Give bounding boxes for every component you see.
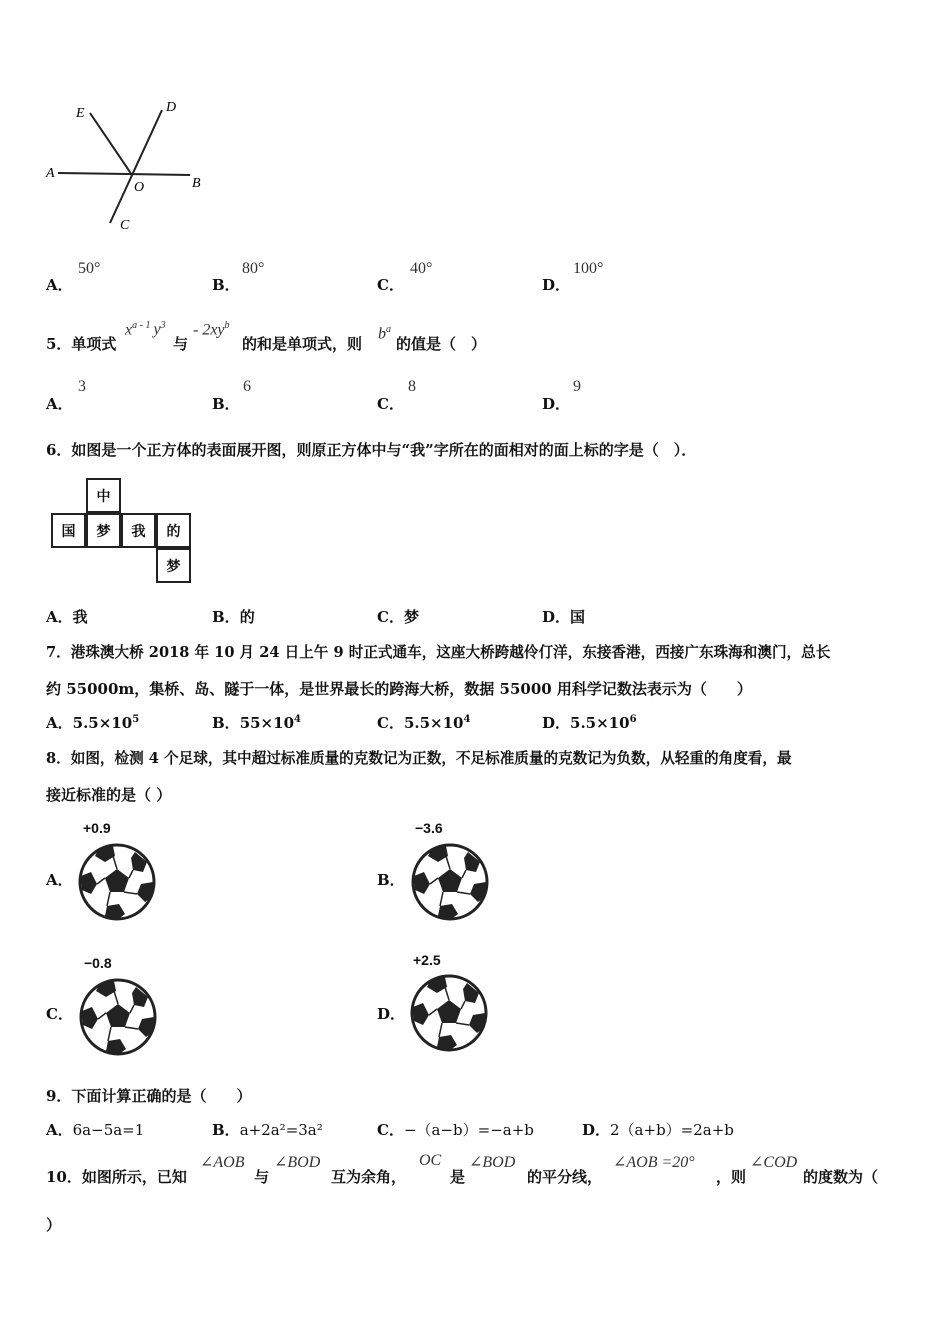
q10-part6: ，则 <box>716 1168 747 1186</box>
label-E: E <box>76 106 85 121</box>
q7-question-line1: 7．港珠澳大桥 2018 年 10 月 24 日上午 9 时正式通车，这座大桥跨越伶仃洋，东接香港，西接广东珠海和澳门，总长 <box>46 644 831 661</box>
term1-yexp: 3 <box>160 320 166 331</box>
term2-exp: b <box>224 320 230 331</box>
line-AB <box>58 173 190 175</box>
q8-option-a[interactable]: A． <box>46 871 73 889</box>
net-cell-meng-2: 梦 <box>156 548 191 583</box>
q8-option-b[interactable]: B． <box>377 871 405 889</box>
option-exp: 5 <box>132 714 140 725</box>
q4-option-c-value: 40° <box>410 260 433 277</box>
option-letter: A． <box>46 608 73 626</box>
q5-term1 <box>125 320 166 339</box>
q8-option-d[interactable]: D． <box>377 1005 406 1023</box>
option-value: 5.5×10 <box>570 714 630 732</box>
q8-option-c-value: −0.8 <box>84 955 112 971</box>
q10-math6: ∠COD <box>750 1154 798 1171</box>
option-value: 5.5×10 <box>403 714 464 732</box>
term1-exp: a - 1 <box>132 320 151 331</box>
q4-option-b-value: 80° <box>242 260 265 277</box>
b-exp: a <box>386 324 391 335</box>
option-letter: A． <box>46 276 73 294</box>
soccer-ball-a <box>77 842 157 922</box>
line-EO <box>90 113 132 175</box>
option-letter: B． <box>212 608 240 626</box>
option-letter: B． <box>212 276 240 294</box>
q7-option-c[interactable] <box>377 712 470 733</box>
net-cell-wo: 我 <box>121 513 156 548</box>
label-O: O <box>134 180 145 195</box>
q4-option-b[interactable] <box>212 274 240 295</box>
option-exp: 4 <box>294 714 301 725</box>
q6-option-a[interactable] <box>46 606 88 627</box>
q5-option-c-value: 8 <box>408 378 416 395</box>
q6-option-d[interactable] <box>542 606 585 627</box>
option-letter: C． <box>377 608 404 626</box>
q9-option-c[interactable] <box>377 1119 534 1140</box>
q10-part5: 的平分线， <box>527 1168 603 1186</box>
q4-option-d[interactable] <box>542 274 570 295</box>
q7-option-a[interactable] <box>46 712 139 733</box>
label-D: D <box>166 100 177 115</box>
q9-option-b[interactable] <box>212 1119 323 1140</box>
q4-option-d-value: 100° <box>573 260 604 277</box>
q8-option-c[interactable]: C． <box>46 1005 73 1023</box>
q4-option-a-value: 50° <box>78 260 101 277</box>
option-exp: 4 <box>463 714 471 725</box>
q4-option-a[interactable] <box>46 274 73 295</box>
q5-option-a[interactable]: A． <box>46 395 73 413</box>
q8-option-b-value: −3.6 <box>415 820 443 836</box>
net-cell-zhong: 中 <box>86 478 121 513</box>
option-value: 的 <box>239 608 255 626</box>
q7-option-d[interactable] <box>542 712 637 733</box>
option-letter: B． <box>212 714 240 732</box>
option-letter: C． <box>377 714 404 732</box>
q9-option-d[interactable] <box>582 1119 734 1140</box>
q10-part7: 的度数为（ <box>803 1168 879 1186</box>
option-letter: D． <box>542 714 571 732</box>
q10-math3: OC <box>419 1152 442 1169</box>
q9-option-a[interactable] <box>46 1119 144 1140</box>
label-A: A <box>46 166 55 181</box>
q5-suffix: 的值是（ ） <box>396 335 487 353</box>
q4-option-c[interactable] <box>377 274 404 295</box>
net-cell-de: 的 <box>156 513 191 548</box>
term1-base: x <box>125 321 133 339</box>
option-value: a+2a²=3a² <box>239 1121 323 1139</box>
q5-option-d[interactable]: D． <box>542 395 571 413</box>
option-letter: D． <box>582 1121 611 1139</box>
option-value: 梦 <box>403 608 419 626</box>
soccer-ball-b <box>410 842 490 922</box>
q5-option-b-value: 6 <box>243 378 251 395</box>
q8-option-d-value: +2.5 <box>413 952 441 968</box>
q5-option-d-value: 9 <box>573 378 581 395</box>
term2: - 2xy <box>193 321 225 339</box>
q5-b-power <box>378 324 391 343</box>
q5-prefix: 5．单项式 <box>46 335 117 353</box>
q10-part2: 与 <box>254 1168 270 1186</box>
option-letter: D． <box>542 608 571 626</box>
option-letter: A． <box>46 714 73 732</box>
q6-option-c[interactable] <box>377 606 419 627</box>
option-value: 国 <box>570 608 586 626</box>
q7-option-b[interactable] <box>212 712 301 733</box>
net-cell-guo: 国 <box>51 513 86 548</box>
option-letter: B． <box>212 1121 240 1139</box>
q10-part4: 是 <box>450 1168 466 1186</box>
option-exp: 6 <box>629 714 637 725</box>
option-value: 2（a+b）=2a+b <box>610 1121 734 1139</box>
q8-option-a-value: +0.9 <box>83 820 111 836</box>
option-letter: D． <box>542 276 571 294</box>
angle-figure <box>40 95 220 235</box>
option-value: 55×10 <box>239 714 295 732</box>
q5-mid: 与 <box>173 335 189 353</box>
cube-net <box>50 478 200 588</box>
q5-term2 <box>193 320 230 339</box>
label-C: C <box>120 218 130 233</box>
option-value: 5.5×10 <box>72 714 133 732</box>
q6-question: 6．如图是一个正方体的表面展开图，则原正方体中与“我”字所在的面相对的面上标的字是（ ）． <box>46 441 697 459</box>
line-DC <box>110 110 162 223</box>
soccer-ball-d <box>409 973 489 1053</box>
option-letter: C． <box>377 276 404 294</box>
q5-option-c[interactable]: C． <box>377 395 404 413</box>
q5-text2: 的和是单项式，则 <box>242 335 363 353</box>
b-base: b <box>378 325 386 343</box>
q5-option-b[interactable]: B． <box>212 395 240 413</box>
q10-line2: ） <box>46 1216 62 1234</box>
q10-math1: ∠AOB <box>200 1154 245 1171</box>
q9-question: 9．下面计算正确的是（ ） <box>46 1087 252 1105</box>
label-B: B <box>192 176 201 191</box>
option-value: 6a−5a=1 <box>72 1121 145 1139</box>
option-value: 我 <box>72 608 88 626</box>
q10-math2: ∠BOD <box>274 1154 321 1171</box>
q8-question-line1: 8．如图，检测 4 个足球，其中超过标准质量的克数记为正数，不足标准质量的克数记为负数，从轻重的角度看，最 <box>46 750 792 767</box>
q10-part1: 10．如图所示，已知 <box>46 1168 187 1186</box>
q7-question-line2: 约 55000m，集桥、岛、隧于一体，是世界最长的跨海大桥，数据 55000 用科学记数法表示为（ ） <box>46 680 752 698</box>
soccer-ball-c <box>78 977 158 1057</box>
q5-option-a-value: 3 <box>78 378 86 395</box>
q6-option-b[interactable] <box>212 606 255 627</box>
option-letter: A． <box>46 1121 73 1139</box>
term1-y: y <box>153 321 161 339</box>
q10-part3: 互为余角， <box>331 1168 407 1186</box>
q10-math4: ∠BOD <box>469 1154 516 1171</box>
net-cell-meng: 梦 <box>86 513 121 548</box>
q10-math5: ∠AOB =20° <box>613 1154 695 1171</box>
option-letter: C． <box>377 1121 404 1139</box>
q8-question-line2: 接近标准的是（ ） <box>46 786 172 804</box>
option-value: −（a−b）=−a+b <box>403 1121 534 1139</box>
q5-question <box>46 333 116 354</box>
